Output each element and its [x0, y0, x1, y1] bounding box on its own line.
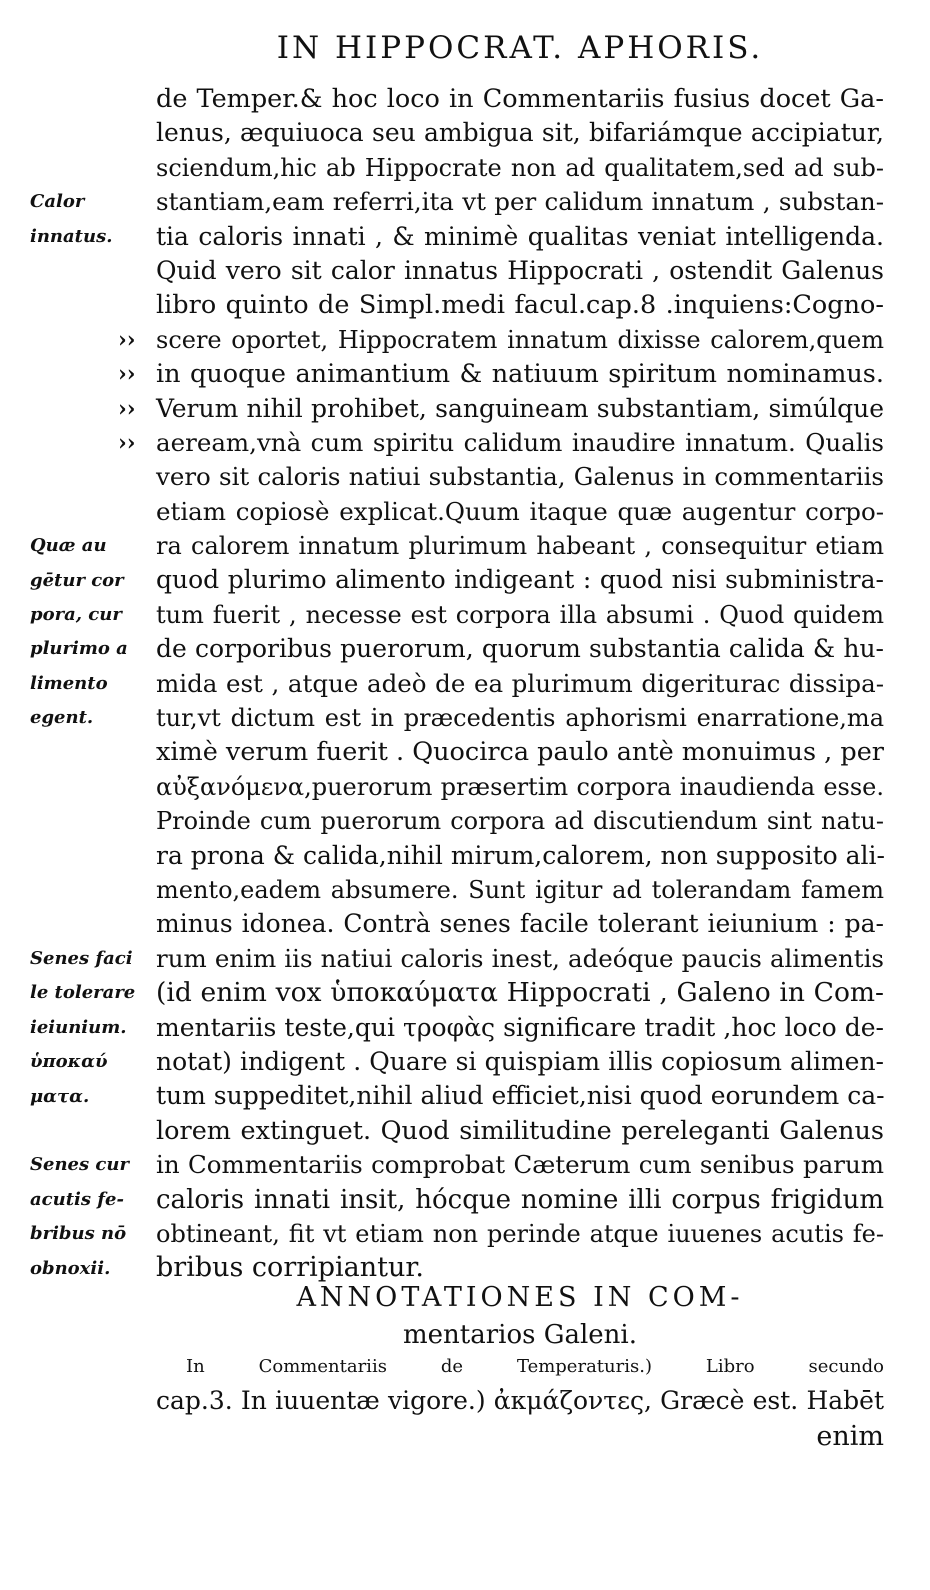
text-line: stantiam,eam referri,ita vt per calidum innatum , substan-	[156, 187, 884, 217]
text-line: bribus corripiantur.	[156, 1252, 424, 1284]
text-line: mento,eadem absumere. Sunt igitur ad tolerandam famem	[156, 875, 884, 904]
margin-note-line: Senes cur	[30, 1154, 129, 1176]
text-line: obtineant, fit vt etiam non perinde atque iuuenes acutis fe-	[156, 1219, 884, 1248]
text-line: lorem extinguet. Quod similitudine pereleganti Galenus	[156, 1115, 884, 1146]
margin-note-line: obnoxii.	[30, 1257, 111, 1279]
margin-note-line: ieiunium.	[30, 1016, 127, 1038]
margin-note-line: plurimo a	[30, 638, 128, 660]
annotations-heading: ANNOTATIONES IN COM-	[296, 1282, 744, 1313]
margin-note	[30, 942, 150, 1114]
margin-note-line: egent.	[30, 707, 94, 729]
text-line: quod plurimo alimento indigeant : quod nisi subministra-	[156, 565, 884, 595]
text-line: ra prona & calida,nihil mirum,calorem, non supposito ali-	[156, 840, 885, 870]
margin-note-line: pora, cur	[30, 604, 122, 625]
text-line: mentariis teste,qui τροφὰς significare tradit ,hoc loco de-	[156, 1012, 884, 1042]
text-line: de Temper.& hoc loco in Commentariis fusius docet Ga-	[156, 84, 884, 114]
text-line: Quid vero sit calor innatus Hippocrati , ostendit Galenus	[156, 255, 884, 285]
text-line: Proinde cum puerorum corpora ad discutiendum sint natu-	[156, 807, 884, 836]
text-line: αὐξανόμενα,puerorum præsertim corpora inaudienda esse.	[156, 772, 884, 801]
annotations-text	[156, 1350, 884, 1419]
text-line: scere oportet, Hippocratem innatum dixisse calorem,quem	[156, 325, 884, 354]
margin-note-line: le tolerare	[30, 982, 136, 1004]
main-body-text	[156, 82, 884, 1286]
text-line: tum suppeditet,nihil aliud efficiet,nisi quod eorundem ca-	[156, 1081, 885, 1111]
text-line: minus idonea. Contrà senes facile tolerant ieiunium : pa-	[156, 909, 884, 939]
margin-note	[30, 529, 150, 735]
text-line: aeream,vnà cum spiritu calidum inaudire innatum. Qualis	[156, 427, 884, 457]
margin-note	[30, 185, 150, 254]
quote-marker: ››	[118, 361, 136, 388]
margin-note-line: Calor	[30, 191, 85, 213]
text-line: caloris innati insit, hócque nomine illi corpus frigidum	[156, 1184, 884, 1215]
margin-note-line: ὑποκαύ	[30, 1051, 108, 1073]
margin-note-line: Quæ au	[30, 535, 107, 557]
text-line: ra calorem innatum plurimum habeant , consequitur etiam	[156, 532, 884, 561]
text-line: ximè verum fuerit . Quocirca paulo antè monuimus , per	[156, 737, 884, 768]
text-line: (id enim vox ὑποκαύματα Hippocrati , Galeno in Com-	[156, 977, 884, 1009]
text-line: Verum nihil prohibet, sanguineam substantiam, simúlque	[156, 393, 884, 423]
margin-note-line: ματα.	[30, 1085, 90, 1107]
annotation-line: cap.3. In iuuentæ vigore.) ἀκμάζοντες, Græcè est. Habēt	[156, 1386, 884, 1416]
margin-note-line: limento	[30, 672, 108, 694]
annotation-line: In Commentariis de Temperaturis.) Libro secundo	[186, 1356, 884, 1377]
page-header: IN HIPPOCRAT. APHORIS.	[276, 30, 764, 66]
annotations-subheading: mentarios Galeni.	[402, 1320, 638, 1350]
text-line: de corporibus puerorum, quorum substantia calida & hu-	[156, 634, 884, 664]
margin-note-line: gētur cor	[30, 569, 124, 591]
text-line: tia caloris innati , & minimè qualitas veniat intelligenda.	[156, 221, 884, 251]
margin-note-line: bribus nō	[30, 1223, 127, 1245]
margin-note-line: acutis fe-	[30, 1188, 124, 1210]
catchword: enim	[816, 1421, 884, 1452]
text-line: vero sit caloris natiui substantia, Galenus in commentariis	[156, 462, 884, 492]
text-line: mida est , atque adeò de ea plurimum digeriturac dissipa-	[156, 668, 884, 698]
text-line: in quoque animantium & natiuum spiritum nominamus.	[156, 359, 884, 390]
quote-marker: ››	[118, 326, 136, 353]
margin-note-line: innatus.	[30, 225, 113, 247]
text-line: tur,vt dictum est in præcedentis aphorismi enarratione,ma	[156, 704, 884, 733]
text-line: etiam copiosè explicat.Quum itaque quæ augentur corpo-	[156, 496, 884, 526]
text-line: lenus, æquiuoca seu ambigua sit, bifariámque accipiatur,	[156, 118, 884, 148]
text-line: sciendum,hic ab Hippocrate non ad qualitatem,sed ad sub-	[156, 153, 884, 182]
text-line: in Commentariis comprobat Cæterum cum senibus parum	[156, 1150, 884, 1180]
text-line: tum fuerit , necesse est corpora illa absumi . Quod quidem	[156, 600, 884, 629]
text-line: notat) indigent . Quare si quispiam illis copiosum alimen-	[156, 1046, 884, 1076]
text-line: libro quinto de Simpl.medi facul.cap.8 .inquiens:Cogno-	[156, 290, 884, 321]
quote-marker: ››	[118, 430, 136, 456]
quote-marker: ››	[118, 395, 136, 422]
margin-note	[30, 1148, 150, 1286]
margin-note-line: Senes faci	[30, 948, 133, 969]
text-line: rum enim iis natiui caloris inest, adeóque paucis alimentis	[156, 943, 884, 973]
